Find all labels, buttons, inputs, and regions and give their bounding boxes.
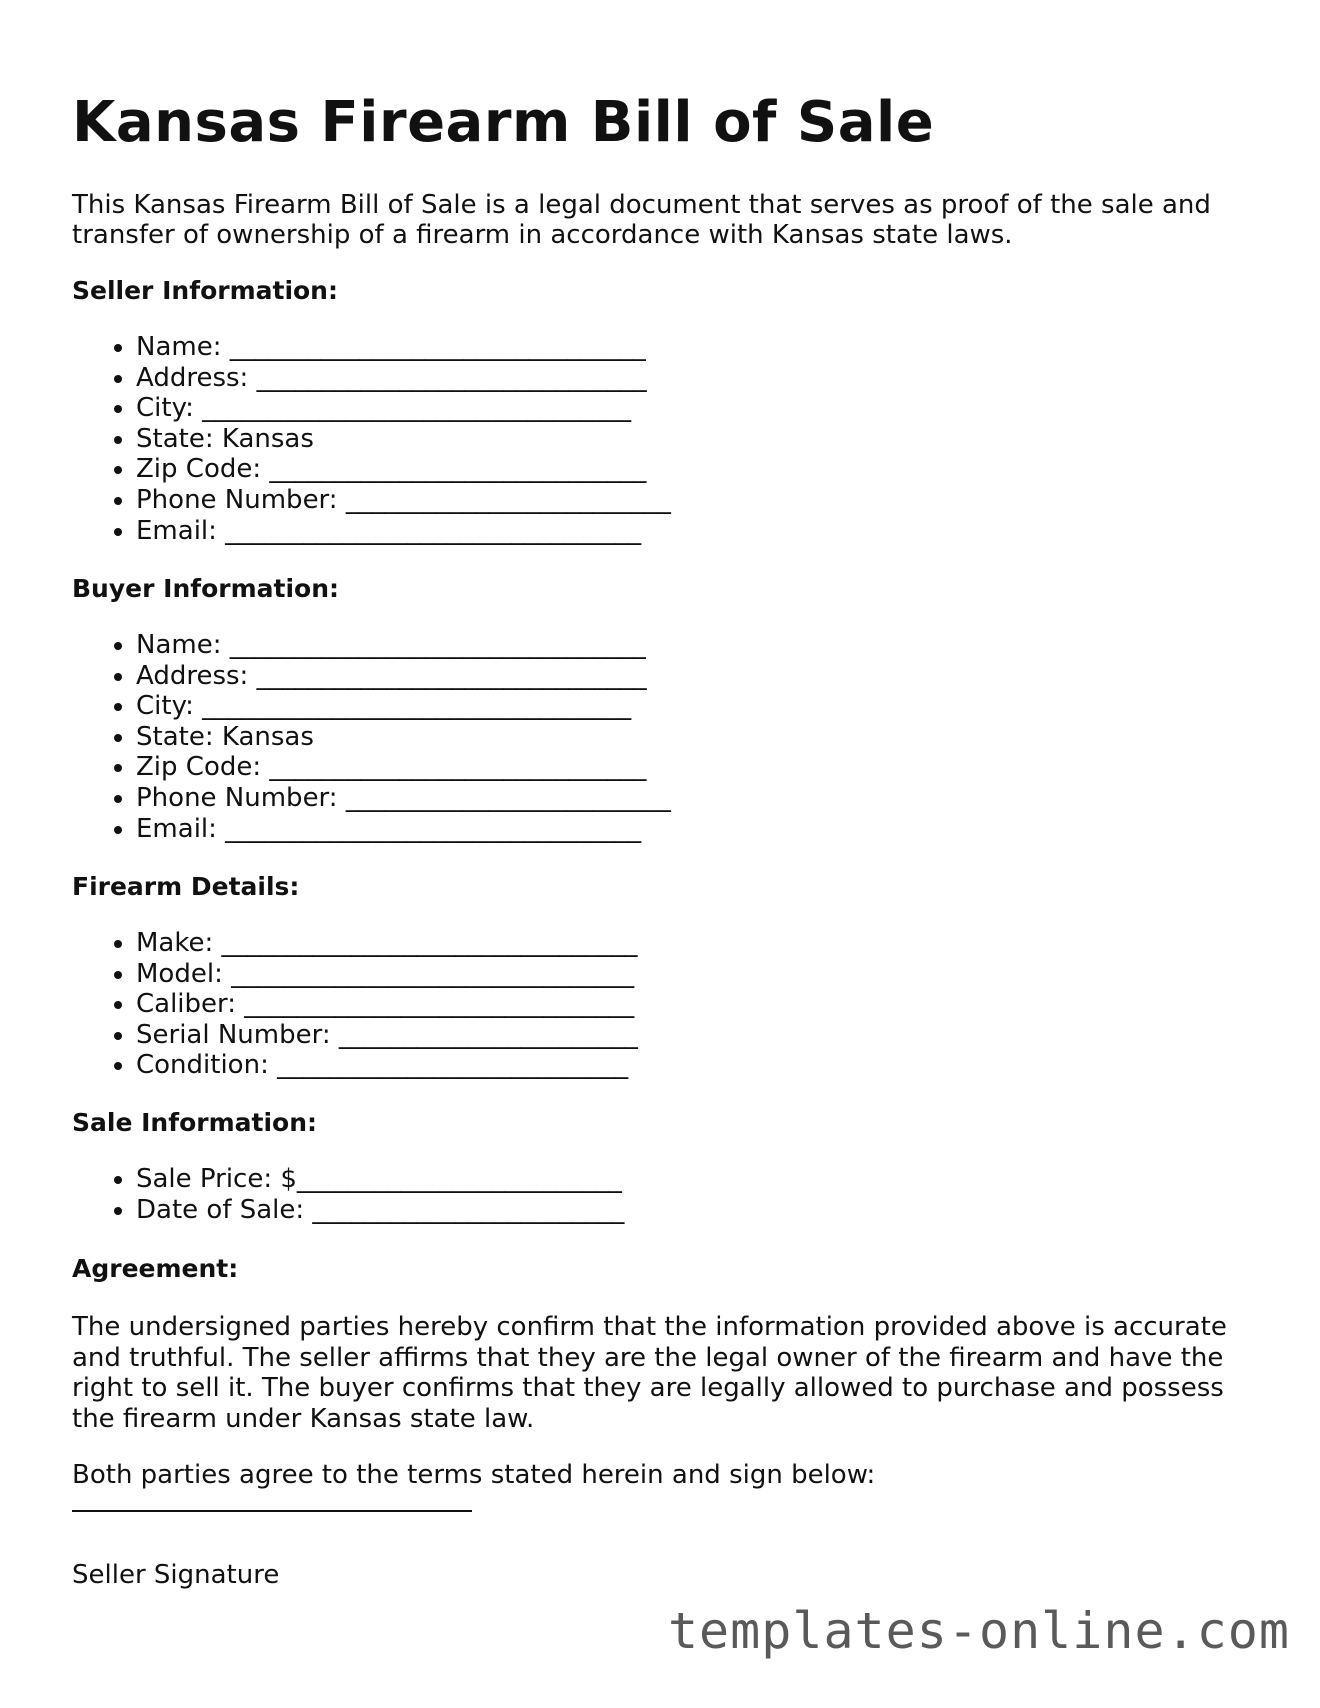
buyer-city-field: • City: _________________________________ (136, 691, 671, 722)
firearm-model-field: • Model: _______________________________ (136, 959, 638, 990)
seller-fields (72, 332, 671, 546)
agreement-closing: Both parties agree to the terms stated herein and sign below: (72, 1460, 876, 1490)
intro-paragraph: This Kansas Firearm Bill of Sale is a legal document that serves as proof of the sale and transfer of ownership of a firearm in accordance with Kansas state laws. (72, 190, 1211, 250)
firearm-serial-field: • Serial Number: _______________________ (136, 1020, 638, 1051)
sale-date-field: • Date of Sale: ________________________ (136, 1195, 624, 1226)
seller-heading: Seller Information: (72, 276, 338, 305)
seller-name-field: • Name: ________________________________ (136, 332, 671, 363)
sale-heading: Sale Information: (72, 1108, 317, 1137)
firearm-make-field: • Make: ________________________________ (136, 928, 638, 959)
buyer-zip-field: • Zip Code: _____________________________ (136, 752, 671, 783)
seller-city-field: • City: _________________________________ (136, 393, 671, 424)
buyer-state-field: • State: Kansas (136, 722, 671, 753)
seller-phone-field: • Phone Number: _________________________ (136, 485, 671, 516)
buyer-name-field: • Name: ________________________________ (136, 630, 671, 661)
seller-email-field: • Email: ________________________________ (136, 516, 671, 547)
agreement-paragraph: The undersigned parties hereby confirm that the information provided above is accurate and truthful. The seller affirms that they are the legal owner of the firearm and have the right to sell it. The buyer confirms that they are legally allowed to purchase and possess the firearm under Kansas state law. (72, 1312, 1227, 1434)
seller-zip-field: • Zip Code: _____________________________ (136, 454, 671, 485)
agreement-heading: Agreement: (72, 1254, 239, 1283)
document-title: Kansas Firearm Bill of Sale (72, 90, 935, 155)
firearm-fields (72, 928, 638, 1081)
firearm-caliber-field: • Caliber: ______________________________ (136, 989, 638, 1020)
buyer-phone-field: • Phone Number: _________________________ (136, 783, 671, 814)
seller-address-field: • Address: ______________________________ (136, 363, 671, 394)
seller-signature-line (72, 1510, 472, 1512)
watermark: templates-online.com (667, 1602, 1290, 1660)
sale-fields (72, 1164, 624, 1225)
buyer-heading: Buyer Information: (72, 574, 340, 603)
firearm-heading: Firearm Details: (72, 872, 300, 901)
firearm-condition-field: • Condition: ___________________________ (136, 1050, 638, 1081)
buyer-address-field: • Address: ______________________________ (136, 661, 671, 692)
seller-state-field: • State: Kansas (136, 424, 671, 455)
buyer-email-field: • Email: ________________________________ (136, 814, 671, 845)
seller-signature-label: Seller Signature (72, 1560, 280, 1590)
sale-price-field: • Sale Price: $_________________________ (136, 1164, 624, 1195)
buyer-fields (72, 630, 671, 844)
